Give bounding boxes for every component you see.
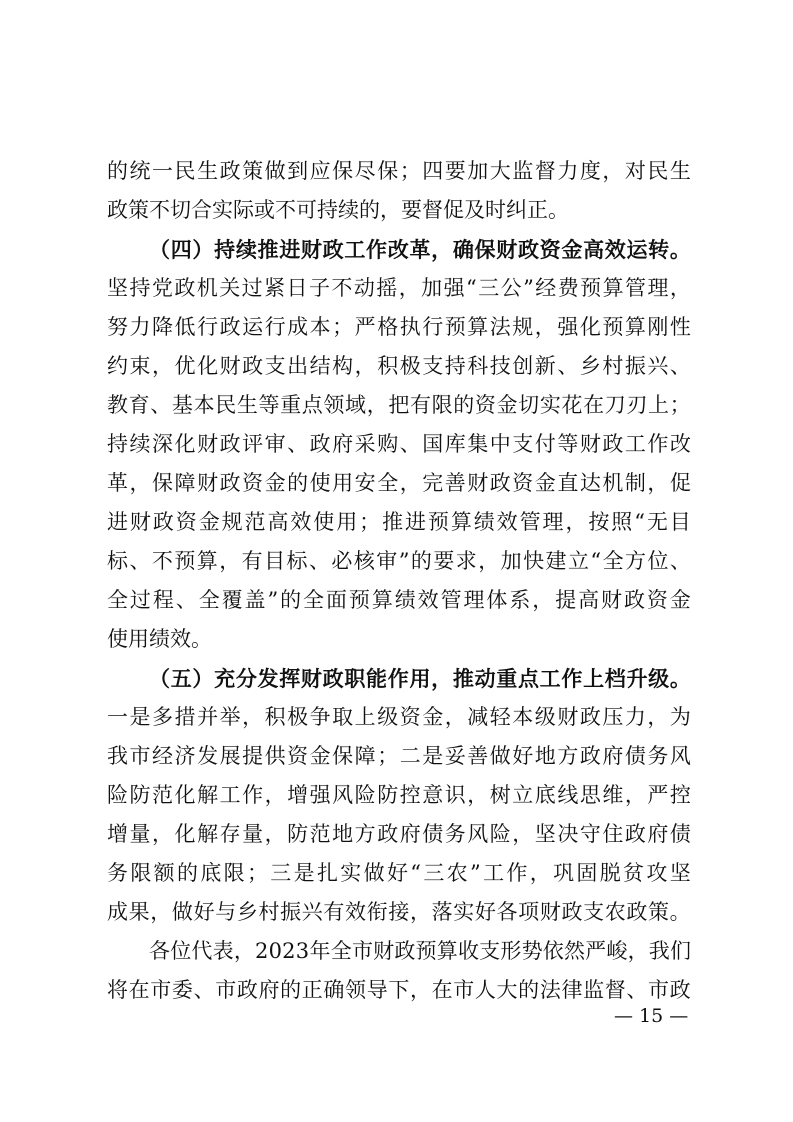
text-line: 政策不切合实际或不可持续的，要督促及时纠正。 bbox=[107, 198, 569, 222]
text-line: 全 过 程 、 全 覆 盖 ” 的 全 面 预 算 绩 效 管 理 体 系 ， 提 高 财 政 资 金 bbox=[107, 588, 691, 612]
text-line: 进 财 政 资 金 规 范 高 效 使 用 ； 推 进 预 算 绩 效 管 理 ， 按 照 “ 无 目 bbox=[107, 510, 691, 534]
text-line: 增 量 ， 化 解 存 量 ， 防 范 地 方 政 府 债 务 风 险 ， 坚 决 守 住 政 府 债 bbox=[107, 822, 691, 846]
section-heading: （ 五 ） 充 分 发 挥 财 政 职 能 作 用 ， 推 动 重 点 工 作 上 档 升 级 。 bbox=[149, 666, 691, 691]
text-line: 坚 持 党 政 机 关 过 紧 日 子 不 动 摇 ， 加 强 “ 三 公 ” 经 费 预 算 管 理 ， bbox=[107, 276, 691, 300]
text-line: 努 力 降 低 行 政 运 行 成 本 ； 严 格 执 行 预 算 法 规 ， 强 化 预 算 刚 性 bbox=[107, 315, 691, 339]
text-line: 标 、 不 预 算 ， 有 目 标 、 必 核 审 ” 的 要 求 ， 加 快 建 立 “ 全 方 位 、 bbox=[107, 549, 691, 573]
text-line: 持 续 深 化 财 政 评 审 、 政 府 采 购 、 国 库 集 中 支 付 等 财 政 工 作 改 bbox=[107, 432, 691, 456]
text-line: 务 限 额 的 底 限 ； 三 是 扎 实 做 好 “ 三 农 ” 工 作 ， 巩 固 脱 贫 攻 坚 bbox=[107, 861, 691, 885]
section-heading: （ 四 ） 持 续 推 进 财 政 工 作 改 革 ， 确 保 财 政 资 金 高 效 运 转 。 bbox=[149, 237, 691, 262]
text-line: 的 统 一 民 生 政 策 做 到 应 保 尽 保 ； 四 要 加 大 监 督 力 度 ， 对 民 生 bbox=[107, 159, 691, 183]
text-line: 成 果 ， 做 好 与 乡 村 振 兴 有 效 衔 接 ， 落 实 好 各 项 财 政 支 农 政 策 。 bbox=[107, 900, 691, 924]
text-line: 险 防 范 化 解 工 作 ， 增 强 风 险 防 控 意 识 ， 树 立 底 线 思 维 ， 严 控 bbox=[107, 783, 691, 807]
text-line: 教 育 、 基 本 民 生 等 重 点 领 域 ， 把 有 限 的 资 金 切 实 花 在 刀 刃 上 ； bbox=[107, 393, 691, 417]
text-line: 一 是 多 措 并 举 ， 积 极 争 取 上 级 资 金 ， 减 轻 本 级 财 政 压 力 ， 为 bbox=[107, 705, 691, 729]
text-line: 将 在 市 委 、 市 政 府 的 正 确 领 导 下 ， 在 市 人 大 的 法 律 监 督 、 市 政 bbox=[107, 978, 691, 1002]
text-line: 约 束 ， 优 化 财 政 支 出 结 构 ， 积 极 支 持 科 技 创 新 、 乡 村 振 兴 、 bbox=[107, 354, 691, 378]
text-line: 我 市 经 济 发 展 提 供 资 金 保 障 ； 二 是 妥 善 做 好 地 方 政 府 债 务 风 bbox=[107, 744, 691, 768]
document-body bbox=[107, 152, 691, 1010]
text-line: 使用绩效。 bbox=[107, 627, 212, 651]
page-number: — 15 — bbox=[614, 1005, 689, 1027]
text-line: 革 ， 保 障 财 政 资 金 的 使 用 安 全 ， 完 善 财 政 资 金 直 达 机 制 ， 促 bbox=[107, 471, 691, 495]
text-line: 各 位 代 表 ， 2 0 2 3 年 全 市 财 政 预 算 收 支 形 势 依 然 严 峻 ， 我 们 bbox=[149, 939, 691, 963]
